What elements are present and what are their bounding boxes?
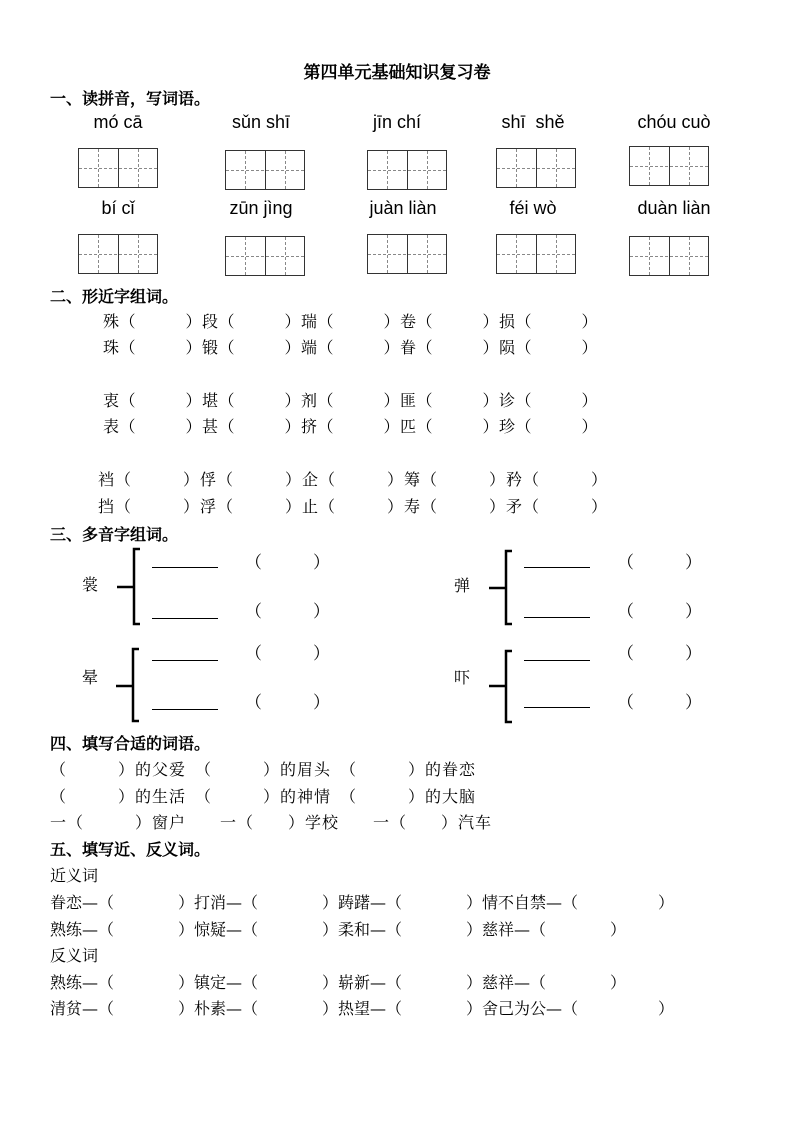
fill-line-3: 一（ ）窗户 一（ ）学校 一（ ）汽车: [50, 813, 493, 832]
pinyin-4: shī shě: [501, 112, 565, 132]
similar-char-line-1: 殊（ ）段（ ）瑞（ ）卷（ ）损（ ）: [103, 312, 599, 331]
pinyin-8: juàn liàn: [369, 198, 437, 218]
antonym-line-2: 清贫—（ ）朴素—（ ）热望—（ ）舍己为公—（ ）: [50, 999, 675, 1018]
pinyin-2: sǔn shī: [231, 112, 291, 132]
section-3-heading: 三、多音字组词。: [50, 525, 179, 544]
pinyin-1: mó cā: [93, 112, 143, 132]
similar-char-line-5: 裆（ ）俘（ ）企（ ）筹（ ）矜（ ）: [98, 470, 609, 489]
similar-char-line-2: 珠（ ）锻（ ）端（ ）眷（ ）陨（ ）: [103, 338, 599, 357]
answer-blank[interactable]: [152, 618, 218, 619]
pinyin-9: féi wò: [509, 198, 557, 218]
section-1-heading: 一、读拼音，写词语。: [50, 89, 211, 108]
fill-line-2: （ ）的生活 （ ）的神情 （ ）的大脑: [50, 787, 477, 806]
synonym-line-2: 熟练—（ ）惊疑—（ ）柔和—（ ）慈祥—（ ）: [50, 920, 627, 939]
pinyin-7: zūn jìng: [229, 198, 293, 218]
answer-blank[interactable]: [524, 660, 590, 661]
section-2-heading: 二、形近字组词。: [50, 287, 179, 306]
answer-blank[interactable]: [152, 660, 218, 661]
polyphone-char-1: 裳: [82, 575, 99, 594]
pinyin-10: duàn liàn: [637, 198, 711, 218]
page-title: 第四单元基础知识复习卷: [303, 63, 491, 83]
polyphone-char-3: 晕: [82, 668, 99, 687]
answer-blank[interactable]: [524, 617, 590, 618]
similar-char-line-4: 表（ ）甚（ ）挤（ ）匹（ ）珍（ ）: [103, 417, 599, 436]
answer-blank[interactable]: [524, 567, 590, 568]
pinyin-paren[interactable]: （ ）: [245, 602, 330, 622]
pinyin-paren[interactable]: （ ）: [617, 644, 702, 664]
pinyin-paren[interactable]: （ ）: [245, 553, 330, 573]
fill-line-1: （ ）的父爱 （ ）的眉头 （ ）的眷恋: [50, 760, 477, 779]
pinyin-paren[interactable]: （ ）: [245, 693, 330, 713]
answer-blank[interactable]: [524, 707, 590, 708]
pinyin-6: bí cǐ: [101, 198, 135, 218]
pinyin-paren[interactable]: （ ）: [617, 602, 702, 622]
polyphone-char-2: 弹: [454, 576, 471, 595]
similar-char-line-3: 衷（ ）堪（ ）剂（ ）匪（ ）诊（ ）: [103, 391, 599, 410]
section-5-heading: 五、填写近、反义词。: [50, 840, 211, 859]
pinyin-paren[interactable]: （ ）: [617, 693, 702, 713]
antonym-label: 反义词: [50, 946, 99, 965]
synonym-label: 近义词: [50, 866, 99, 885]
pinyin-paren[interactable]: （ ）: [245, 644, 330, 664]
pinyin-paren[interactable]: （ ）: [617, 553, 702, 573]
section-4-heading: 四、填写合适的词语。: [50, 734, 211, 753]
similar-char-line-6: 挡（ ）浮（ ）止（ ）寿（ ）矛（ ）: [98, 497, 609, 516]
pinyin-3: jīn chí: [372, 112, 422, 132]
synonym-line-1: 眷恋—（ ）打消—（ ）踌躇—（ ）情不自禁—（ ）: [50, 893, 675, 912]
pinyin-5: chóu cuò: [637, 112, 711, 132]
answer-blank[interactable]: [152, 567, 218, 568]
polyphone-char-4: 吓: [454, 668, 471, 687]
answer-blank[interactable]: [152, 709, 218, 710]
antonym-line-1: 熟练—（ ）镇定—（ ）崭新—（ ）慈祥—（ ）: [50, 973, 627, 992]
